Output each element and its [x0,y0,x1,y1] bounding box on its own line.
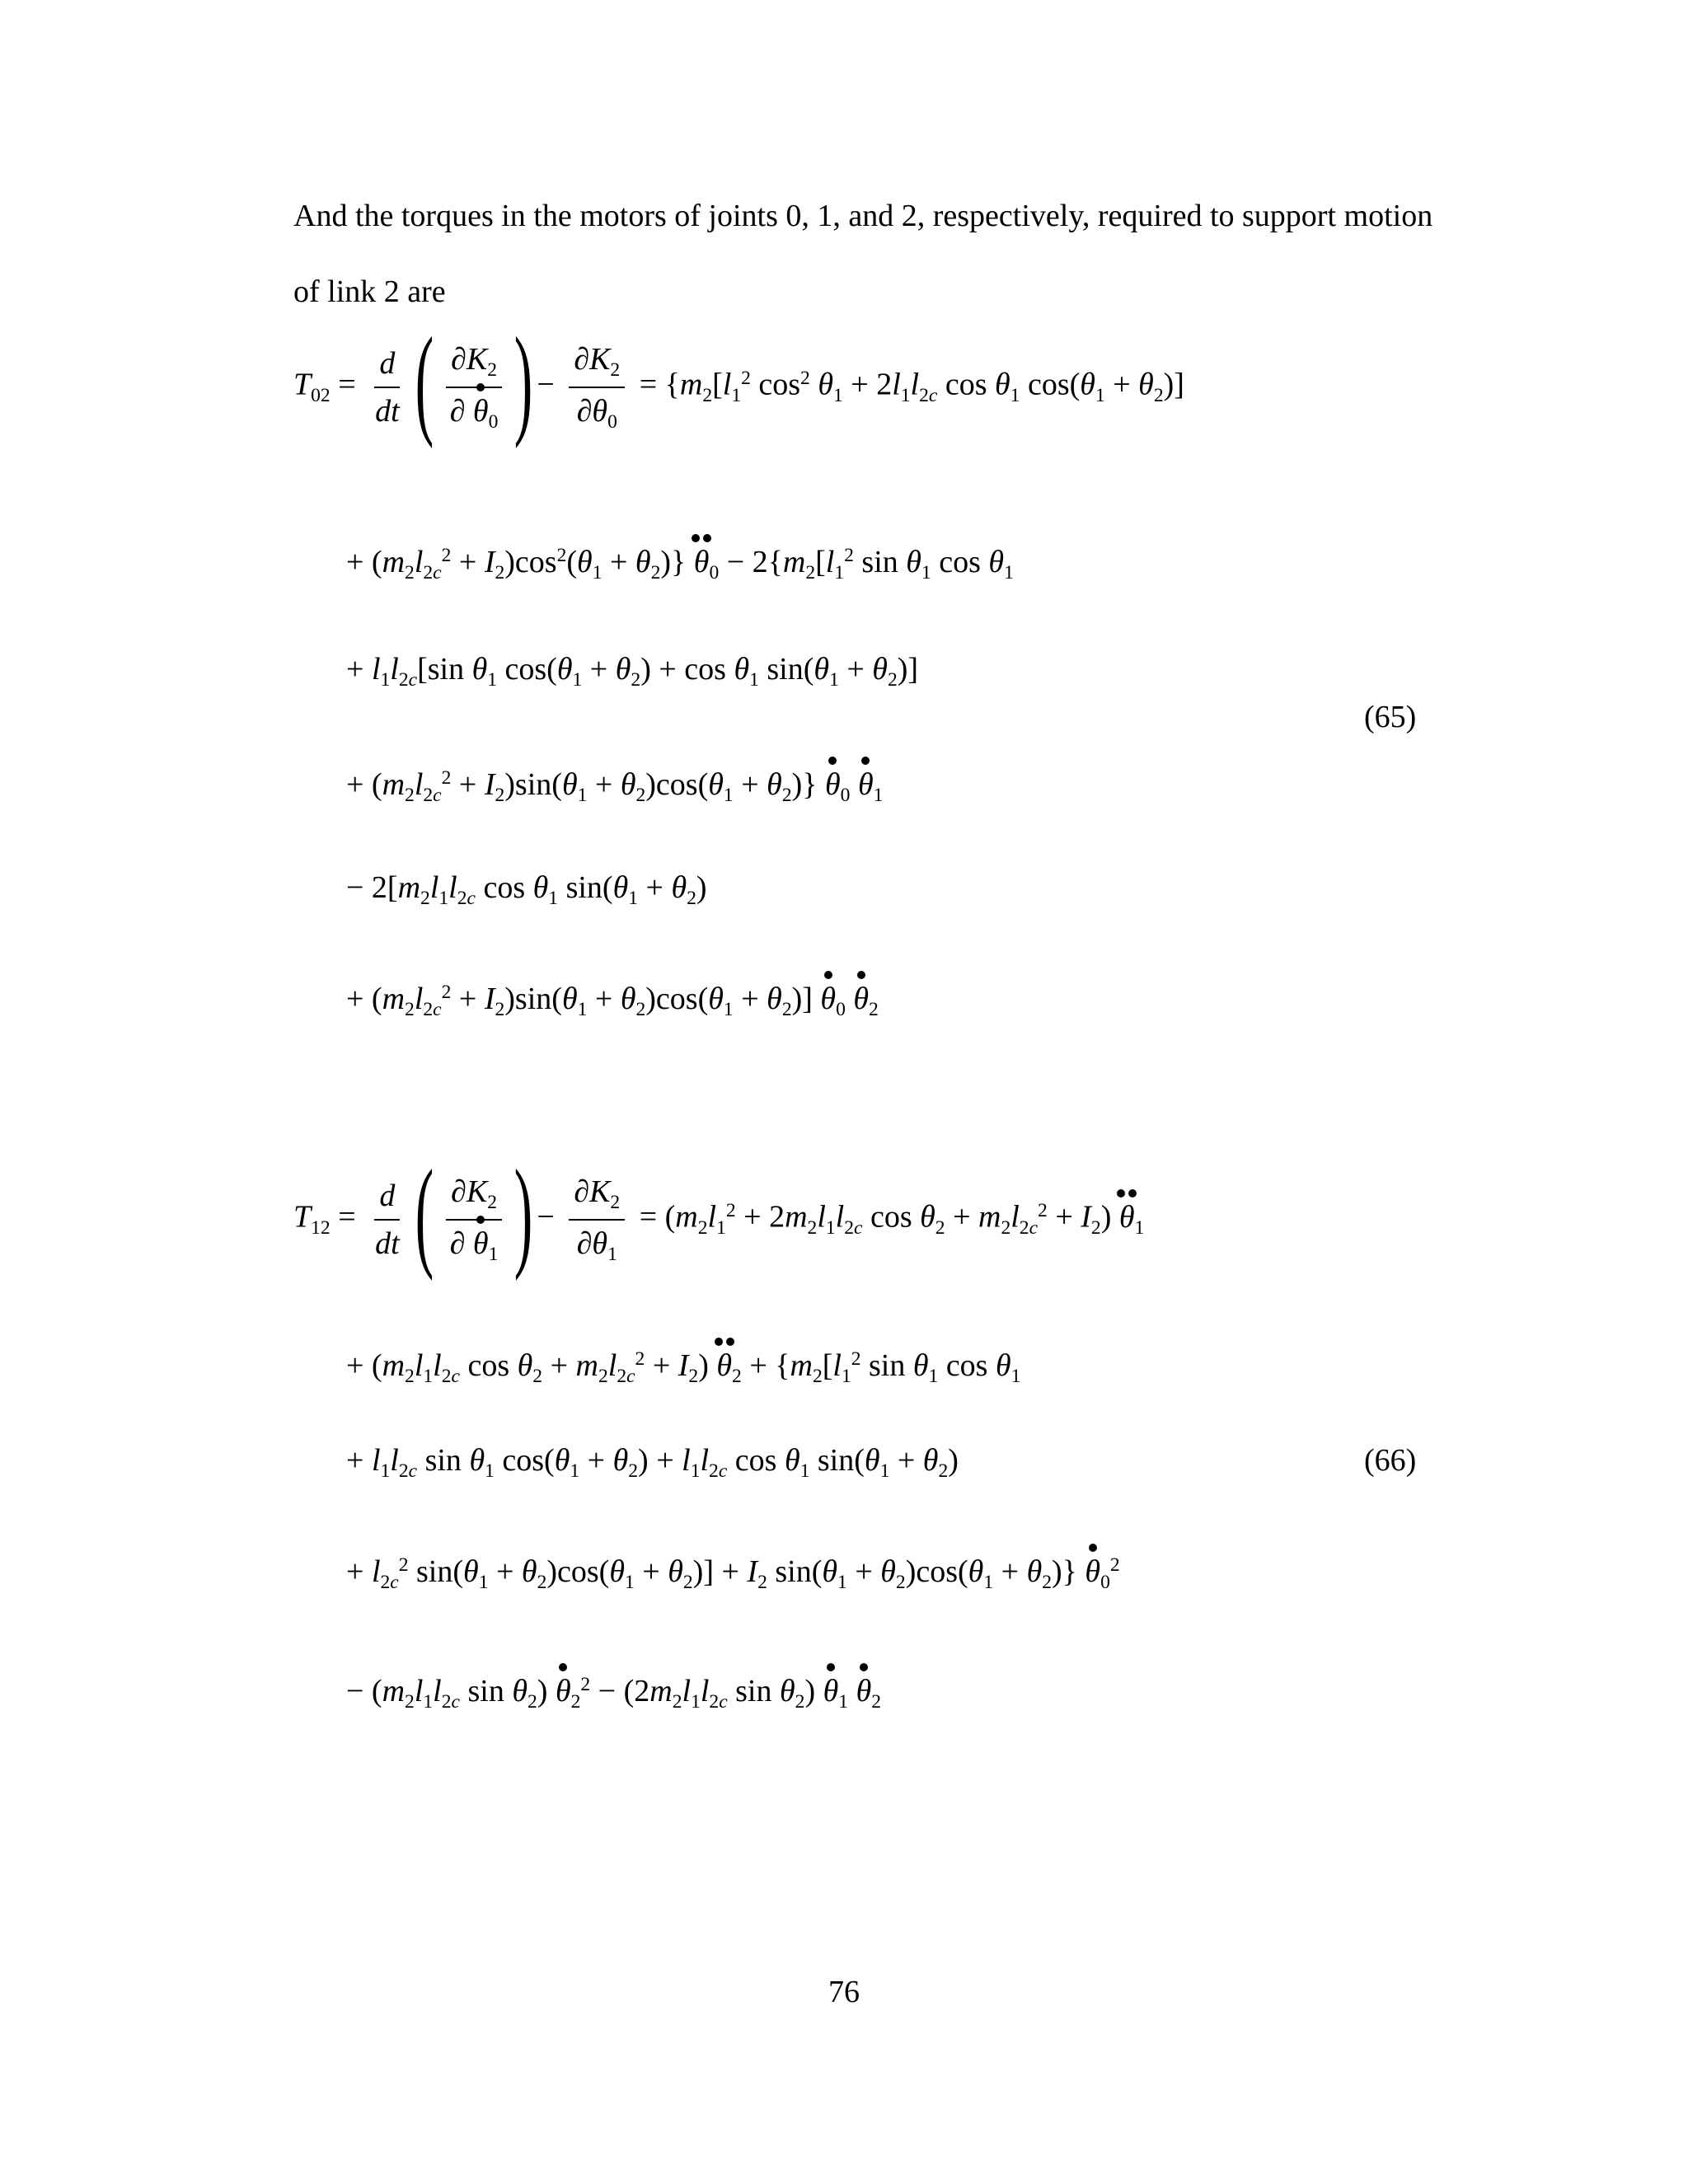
eq66-line-5: − ($m_2l_1l_{2c}$ $\sin \theta_2$) $\theta_2^2 - (2m_2l_1l_{2c}$ $\sin \theta_2$) $\theta_1$ $\theta_2$ [346,1674,882,1713]
eq65-line-1: $T_{02}$ = $\frac{d}{dt}$ ( $\frac{\partial K_2}{\partial \theta_0}$ ) − $\frac{\partial K_2}{\partial\theta_0}$ = {$m_2[l_1^2$ $\cos^2 \theta_1 + 2l_1l_{2c}$ $\cos \theta_1$ $\cos(\theta_1 + \theta_2)$] [293,312,1184,449]
eq66-line-4: + $l_{2c}^2$ $\sin(\theta_1 + \theta_2)\cos(\theta_1 + \theta_2)] + I_2$ $\sin(\theta_1 + \theta_2)\cos(\theta_1 + \theta_2)$} $\theta_0^2$ [346,1554,1120,1594]
equation-66-label: (66) [1364,1443,1417,1478]
eq65-line-2: + $(m_2l_{2c}^2 + I_2)\cos^2(\theta_1 + \theta_2)$} $\theta_0 - 2\{m_2[l_1^2$ $\sin \theta_1$ $\cos \theta_1$ [346,545,1014,584]
eq65-line-4: + $(m_2l_{2c}^2 + I_2)\sin(\theta_1 + \theta_2)\cos(\theta_1 + \theta_2)$} $\theta_0$ $\theta_1$ [346,767,884,807]
eq65-line-6: + $(m_2l_{2c}^2 + I_2)\sin(\theta_1 + \theta_2)\cos(\theta_1 + \theta_2)$] $\theta_0$ $\theta_2$ [346,982,879,1021]
eq65-line-3: + $l_1l_{2c}[\sin$ $\theta_1$ $\cos(\theta_1 + \theta_2) + \cos \theta_1$ $\sin(\theta_1 + \theta_2)$] [346,652,919,691]
eq66-line-2: + ($m_2l_1l_{2c}$ $\cos \theta_2 + m_2l_{2c}^2 + I_2$) $\theta_2 + \{m_2[l_1^2$ $\sin \theta_1$ $\cos \theta_1$ [346,1348,1021,1388]
eq66-line-1: $T_{12}$ = $\frac{d}{dt}$ ( $\frac{\partial K_2}{\partial \theta_1}$ ) − $\frac{\partial K_2}{\partial\theta_1}$ = ($m_2l_1^2 + 2m_2l_1l_{2c}$ $\cos \theta_2 + m_2l_{2c}^2 + I_2$) $\theta_1$ [293,1145,1145,1282]
eq65-line-5: − $2[m_2l_1l_{2c}$ $\cos \theta_1$ $\sin(\theta_1 + \theta_2)$ [346,870,707,910]
body-paragraph: And the torques in the motors of joints 0, 1, and 2, respectively, required to support motion of link 2 are [293,199,1433,309]
equation-65-label: (65) [1364,700,1417,734]
page-number: 76 [828,1975,860,2009]
eq66-line-3: + $l_1l_{2c}$ $\sin \theta_1$ $\cos(\theta_1 + \theta_2) + l_1l_{2c}$ $\cos \theta_1$ $\sin(\theta_1 + \theta_2)$ [346,1443,959,1483]
